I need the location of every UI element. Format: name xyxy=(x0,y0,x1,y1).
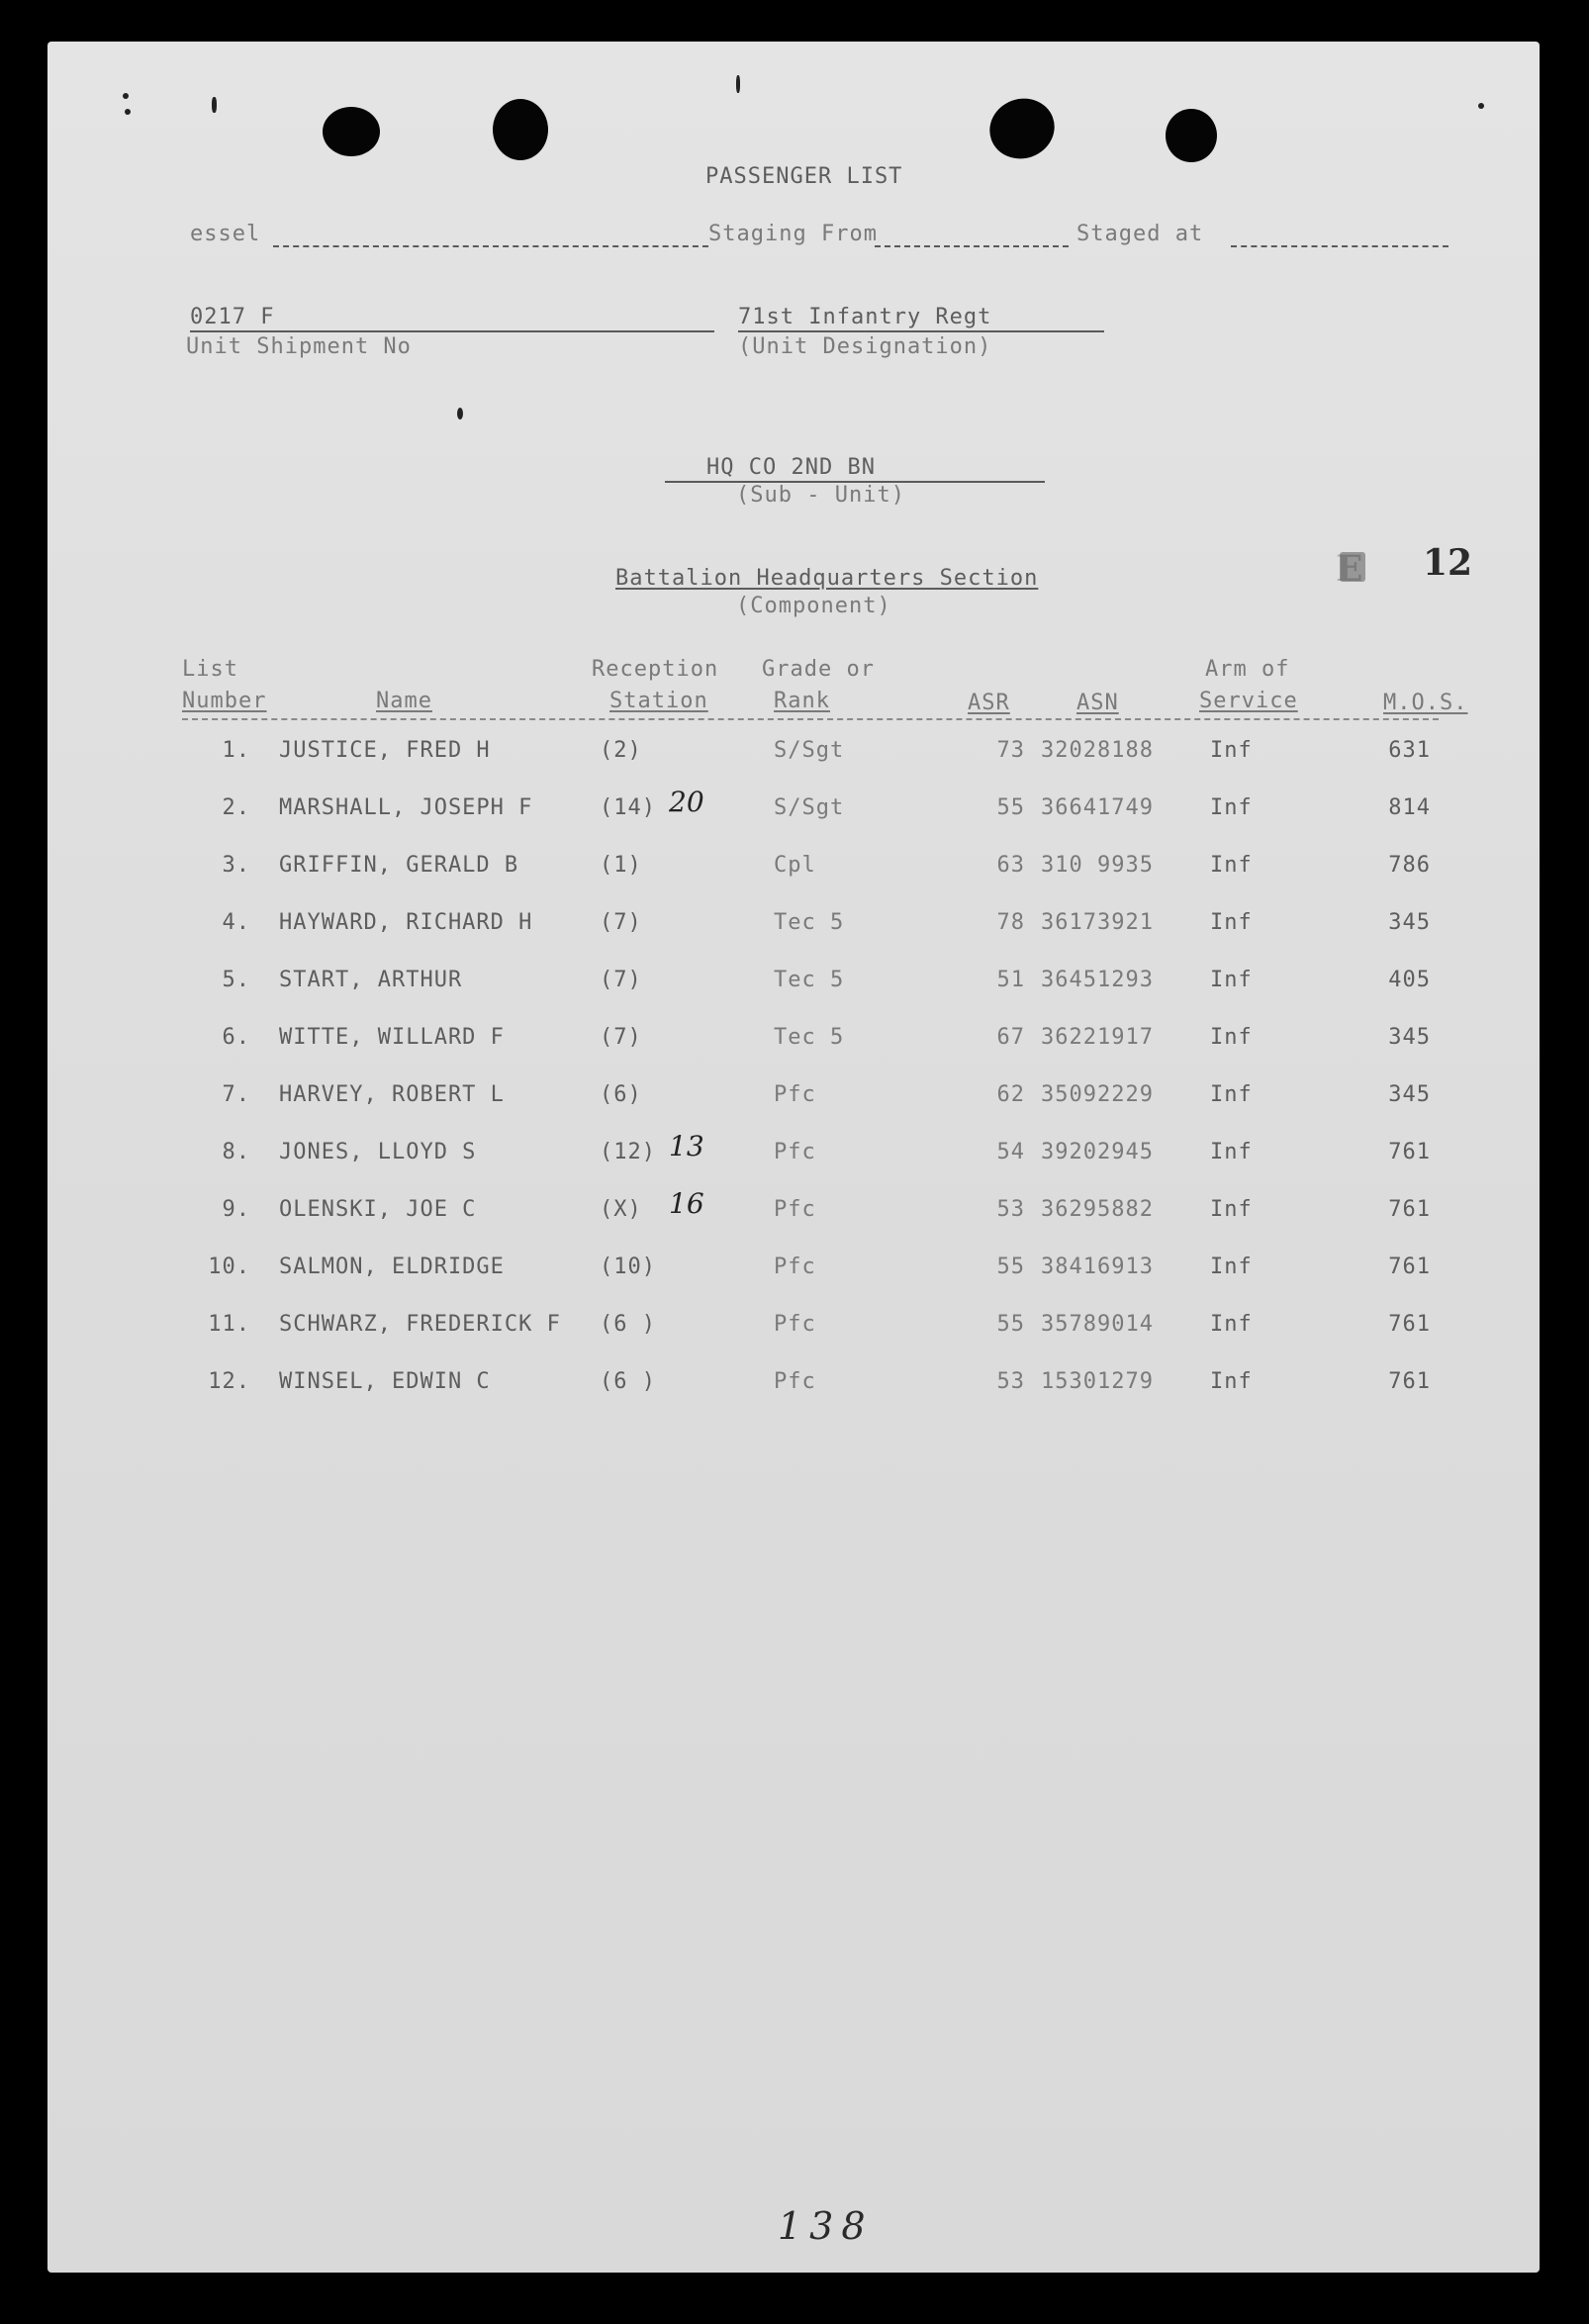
row-rank: Pfc xyxy=(774,1197,816,1222)
component: Battalion Headquarters Section xyxy=(615,566,1039,591)
table-row xyxy=(47,1189,1540,1247)
row-number: 2. xyxy=(222,795,250,820)
row-asn: 36173921 xyxy=(1041,910,1154,935)
row-number: 8. xyxy=(222,1140,250,1164)
table-row xyxy=(47,730,1540,788)
row-name: WITTE, WILLARD F xyxy=(279,1025,505,1050)
speck xyxy=(1478,103,1484,109)
punch-hole xyxy=(323,107,380,156)
row-arm-of-service: Inf xyxy=(1210,1082,1253,1107)
shipment-label: Unit Shipment No xyxy=(186,334,412,359)
header-rule xyxy=(182,718,1439,720)
row-arm-of-service: Inf xyxy=(1210,910,1253,935)
row-asr: 63 xyxy=(996,853,1025,878)
page-stamp-number: 12 xyxy=(1423,542,1473,584)
row-mos: 405 xyxy=(1388,968,1431,992)
row-asn: 39202945 xyxy=(1041,1140,1154,1164)
document-page xyxy=(47,42,1540,2273)
row-arm-of-service: Inf xyxy=(1210,1025,1253,1050)
table-row xyxy=(47,902,1540,960)
row-number: 12. xyxy=(208,1369,250,1394)
header-service: Service xyxy=(1199,689,1298,713)
vessel-label: essel xyxy=(190,222,261,246)
punch-hole xyxy=(493,99,548,160)
row-rank: Tec 5 xyxy=(774,968,845,992)
staging-from-field xyxy=(875,245,1069,247)
handwritten-correction: 16 xyxy=(669,1187,704,1220)
component-label: (Component) xyxy=(736,594,891,618)
table-row xyxy=(47,1247,1540,1304)
shipment-line xyxy=(190,330,714,332)
row-mos: 786 xyxy=(1388,853,1431,878)
row-asr: 78 xyxy=(996,910,1025,935)
row-reception-station: (6) xyxy=(600,1082,642,1107)
row-name: START, ARTHUR xyxy=(279,968,463,992)
row-reception-station: (1) xyxy=(600,853,642,878)
row-arm-of-service: Inf xyxy=(1210,853,1253,878)
row-mos: 761 xyxy=(1388,1197,1431,1222)
row-arm-of-service: Inf xyxy=(1210,1369,1253,1394)
row-mos: 345 xyxy=(1388,1082,1431,1107)
handwritten-correction: 13 xyxy=(669,1130,704,1162)
header-station: Station xyxy=(609,689,708,713)
row-asr: 54 xyxy=(996,1140,1025,1164)
row-reception-station: (14) xyxy=(600,795,656,820)
row-asr: 55 xyxy=(996,795,1025,820)
row-number: 9. xyxy=(222,1197,250,1222)
punch-hole xyxy=(981,90,1064,168)
row-number: 11. xyxy=(208,1312,250,1337)
header-reception: Reception xyxy=(592,657,719,682)
row-arm-of-service: Inf xyxy=(1210,1312,1253,1337)
header-grade: Grade or xyxy=(762,657,875,682)
header-name: Name xyxy=(376,689,432,713)
row-asn: 35092229 xyxy=(1041,1082,1154,1107)
row-rank: Cpl xyxy=(774,853,816,878)
row-arm-of-service: Inf xyxy=(1210,1140,1253,1164)
row-name: GRIFFIN, GERALD B xyxy=(279,853,519,878)
table-row xyxy=(47,960,1540,1017)
row-asn: 15301279 xyxy=(1041,1369,1154,1394)
row-arm-of-service: Inf xyxy=(1210,795,1253,820)
row-asr: 53 xyxy=(996,1369,1025,1394)
row-mos: 631 xyxy=(1388,738,1431,763)
speck xyxy=(125,109,131,115)
staged-at-label: Staged at xyxy=(1076,222,1204,246)
staging-from-label: Staging From xyxy=(708,222,878,246)
row-arm-of-service: Inf xyxy=(1210,968,1253,992)
handwritten-page-number: 138 xyxy=(778,2204,874,2248)
row-number: 1. xyxy=(222,738,250,763)
row-reception-station: (6 ) xyxy=(600,1369,656,1394)
row-name: HAYWARD, RICHARD H xyxy=(279,910,533,935)
row-asr: 55 xyxy=(996,1255,1025,1279)
table-row xyxy=(47,1074,1540,1132)
row-rank: Pfc xyxy=(774,1369,816,1394)
speck xyxy=(736,75,740,93)
header-arm: Arm of xyxy=(1205,657,1290,682)
row-name: JUSTICE, FRED H xyxy=(279,738,491,763)
row-number: 3. xyxy=(222,853,250,878)
row-number: 6. xyxy=(222,1025,250,1050)
row-rank: S/Sgt xyxy=(774,738,845,763)
handwritten-correction: 20 xyxy=(669,786,704,818)
row-arm-of-service: Inf xyxy=(1210,1255,1253,1279)
header-rank: Rank xyxy=(774,689,830,713)
row-name: WINSEL, EDWIN C xyxy=(279,1369,491,1394)
row-mos: 345 xyxy=(1388,910,1431,935)
row-mos: 761 xyxy=(1388,1140,1431,1164)
row-rank: Pfc xyxy=(774,1140,816,1164)
speck xyxy=(457,408,463,419)
staged-at-field xyxy=(1231,245,1449,247)
row-number: 7. xyxy=(222,1082,250,1107)
sub-unit: HQ CO 2ND BN xyxy=(706,455,876,480)
row-reception-station: (7) xyxy=(600,910,642,935)
row-rank: Tec 5 xyxy=(774,910,845,935)
row-mos: 814 xyxy=(1388,795,1431,820)
punch-hole xyxy=(1166,109,1217,162)
row-rank: Tec 5 xyxy=(774,1025,845,1050)
row-rank: Pfc xyxy=(774,1255,816,1279)
speck xyxy=(123,93,129,99)
row-mos: 345 xyxy=(1388,1025,1431,1050)
row-mos: 761 xyxy=(1388,1369,1431,1394)
row-arm-of-service: Inf xyxy=(1210,1197,1253,1222)
row-name: SCHWARZ, FREDERICK F xyxy=(279,1312,561,1337)
speck xyxy=(212,97,217,113)
row-reception-station: (X) xyxy=(600,1197,642,1222)
row-asr: 53 xyxy=(996,1197,1025,1222)
row-reception-station: (7) xyxy=(600,968,642,992)
header-number: Number xyxy=(182,689,267,713)
row-rank: Pfc xyxy=(774,1312,816,1337)
row-asr: 62 xyxy=(996,1082,1025,1107)
row-arm-of-service: Inf xyxy=(1210,738,1253,763)
row-name: OLENSKI, JOE C xyxy=(279,1197,477,1222)
row-asn: 310 9935 xyxy=(1041,853,1154,878)
row-number: 10. xyxy=(208,1255,250,1279)
row-asn: 36451293 xyxy=(1041,968,1154,992)
row-mos: 761 xyxy=(1388,1312,1431,1337)
stamp-prefix: E xyxy=(1336,548,1363,590)
row-asn: 36221917 xyxy=(1041,1025,1154,1050)
shipment-number: 0217 F xyxy=(190,305,275,329)
row-name: MARSHALL, JOSEPH F xyxy=(279,795,533,820)
row-asn: 38416913 xyxy=(1041,1255,1154,1279)
row-number: 4. xyxy=(222,910,250,935)
row-name: SALMON, ELDRIDGE xyxy=(279,1255,505,1279)
vessel-field xyxy=(273,245,708,247)
table-row xyxy=(47,1132,1540,1189)
document-title: PASSENGER LIST xyxy=(705,164,903,189)
row-reception-station: (10) xyxy=(600,1255,656,1279)
row-name: HARVEY, ROBERT L xyxy=(279,1082,505,1107)
row-asr: 55 xyxy=(996,1312,1025,1337)
row-asr: 73 xyxy=(996,738,1025,763)
table-row xyxy=(47,1017,1540,1074)
row-reception-station: (12) xyxy=(600,1140,656,1164)
row-mos: 761 xyxy=(1388,1255,1431,1279)
header-mos: M.O.S. xyxy=(1383,691,1468,715)
row-asr: 67 xyxy=(996,1025,1025,1050)
table-row xyxy=(47,1304,1540,1361)
unit-designation-label: (Unit Designation) xyxy=(738,334,992,359)
row-number: 5. xyxy=(222,968,250,992)
unit-designation-line xyxy=(738,330,1104,332)
sub-unit-label: (Sub - Unit) xyxy=(736,483,905,508)
row-asn: 35789014 xyxy=(1041,1312,1154,1337)
table-row xyxy=(47,1361,1540,1419)
unit-designation: 71st Infantry Regt xyxy=(738,305,992,329)
row-reception-station: (7) xyxy=(600,1025,642,1050)
row-asn: 36295882 xyxy=(1041,1197,1154,1222)
header-asr: ASR xyxy=(968,691,1010,715)
header-list: List xyxy=(182,657,238,682)
row-rank: S/Sgt xyxy=(774,795,845,820)
row-asn: 32028188 xyxy=(1041,738,1154,763)
row-reception-station: (2) xyxy=(600,738,642,763)
header-asn: ASN xyxy=(1076,691,1119,715)
row-asr: 51 xyxy=(996,968,1025,992)
row-reception-station: (6 ) xyxy=(600,1312,656,1337)
row-asn: 36641749 xyxy=(1041,795,1154,820)
row-rank: Pfc xyxy=(774,1082,816,1107)
table-row xyxy=(47,845,1540,902)
row-name: JONES, LLOYD S xyxy=(279,1140,477,1164)
table-row xyxy=(47,788,1540,845)
